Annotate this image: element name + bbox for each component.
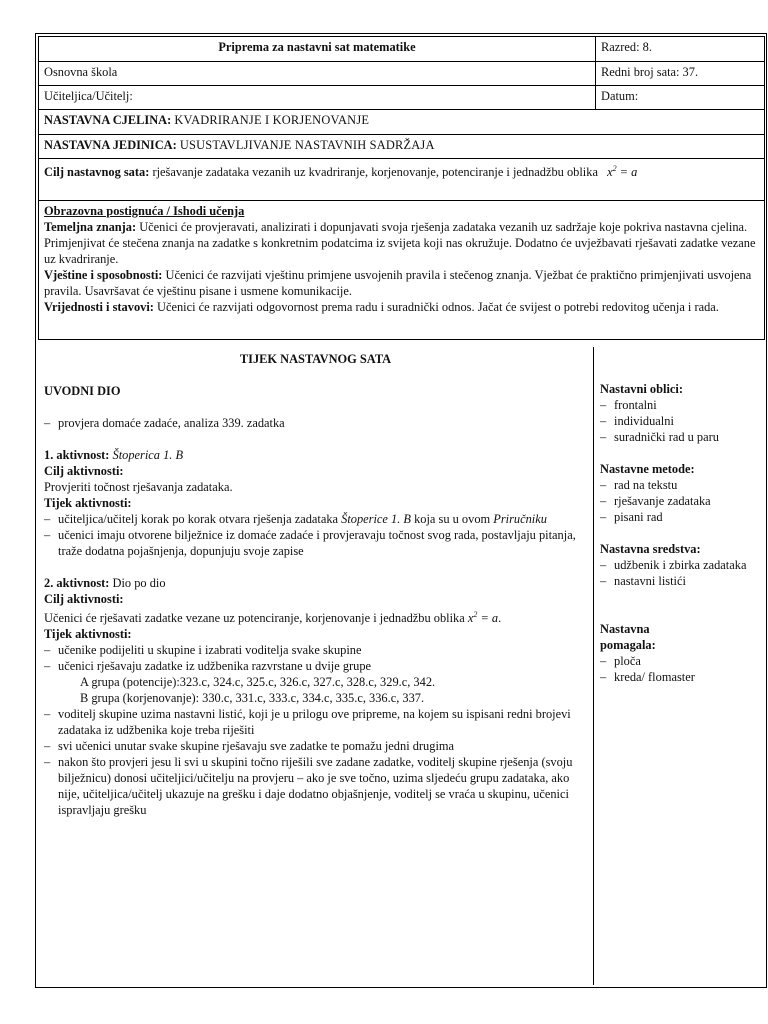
list-item: – individualni (600, 413, 759, 429)
activity-2-goal-label: Cilj aktivnosti: (44, 592, 124, 606)
item-text: koja su u ovom (411, 512, 494, 526)
group-b: B grupa (korjenovanje): 330.c, 331.c, 333.c, 334.c, 335.c, 336.c, 337. (80, 691, 425, 706)
activity-2-name: Dio po dio (112, 576, 166, 590)
document-title: Priprema za nastavni sat matematike (39, 37, 596, 62)
formula-rest: = a (477, 611, 499, 626)
lesson-goal-text: rješavanje zadataka vezanih uz kvadriranje, korjenovanje, potenciranje i jednadžbu oblika (152, 165, 598, 180)
values-label: Vrijednosti i stavovi: (44, 300, 154, 314)
basic-knowledge-label: Temeljna znanja: (44, 220, 137, 234)
forms-list (600, 397, 759, 445)
aids-list (600, 653, 759, 685)
item-text: učiteljica/učitelj korak po korak otvara rješenja zadataka (58, 512, 342, 526)
list-item: – voditelj skupine uzima nastavni listić, koji je u prilogu ove pripreme, na kojem su ispisani redni brojevi zadataka iz udžbenika koje treba riješiti (44, 706, 587, 738)
methods-list (600, 477, 759, 525)
values (44, 299, 759, 315)
unit-label: NASTAVNA CJELINA: (44, 113, 172, 127)
list-item: – rješavanje zadataka (600, 493, 759, 509)
intro-heading: UVODNI DIO (44, 384, 121, 398)
activity-2-heading (44, 575, 587, 591)
item-text-italic: Štoperice 1. B (341, 512, 411, 526)
lesson-header-table (38, 36, 765, 340)
lesson-unit-label: NASTAVNA JEDINICA: (44, 138, 177, 152)
unit-value: KVADRIRANJE I KORJENOVANJE (174, 113, 370, 127)
lesson-flow-section (38, 347, 765, 985)
formula-base: x (467, 611, 474, 626)
formula-base: x (607, 165, 613, 180)
lesson-goal-label: Cilj nastavnog sata: (44, 165, 150, 180)
skills-text: Učenici će razvijati vještinu primjene usvojenih pravila i stečenog znanja. Vježbat će praktično primjenjivati usvojena pravila. Usavršavat će vještinu pisane i usmene komunikacije. (44, 268, 752, 298)
list-item: – udžbenik i zbirka zadataka (600, 557, 759, 573)
list-item: – suradnički rad u paru (600, 429, 759, 445)
activity-1-list (44, 511, 587, 559)
activity-1-goal-label: Cilj aktivnosti: (44, 464, 124, 478)
item-text: učenici rješavaju zadatke iz udžbenika razvrstane u dvije grupe (58, 659, 372, 674)
list-item: – ploča (600, 653, 759, 669)
list-item: – provjera domaće zadaće, analiza 339. zadatka (44, 415, 587, 431)
list-item: – pisani rad (600, 509, 759, 525)
materials-title: Nastavna sredstva: (600, 542, 701, 556)
unit-row (39, 110, 765, 135)
list-item: – svi učenici unutar svake skupine rješavaju sve zadatke te pomažu jedni drugima (44, 738, 587, 754)
activity-1-name: Štoperica 1. B (112, 448, 184, 462)
school-cell: Osnovna škola (39, 62, 596, 86)
methods-title: Nastavne metode: (600, 462, 695, 476)
formula-rest: = a (616, 165, 638, 180)
item-text-italic: Priručniku (493, 512, 547, 526)
resources-column (594, 347, 765, 985)
activity-2-label: 2. aktivnost: (44, 576, 110, 590)
activity-2-goal: Učenici će rješavati zadatke vezane uz potenciranje, korjenovanje i jednadžbu oblika $x^2 = a$. (44, 610, 502, 626)
outcomes-cell (39, 201, 765, 340)
aids-title: Nastavna pomagala: (600, 622, 656, 652)
lesson-number-cell: Redni broj sata: 37. (596, 62, 765, 86)
lesson-goal-row (39, 159, 765, 201)
lesson-unit-row (39, 135, 765, 159)
basic-knowledge (44, 219, 759, 267)
lesson-flow-title: TIJEK NASTAVNOG SATA (239, 352, 392, 366)
materials-list (600, 557, 759, 589)
outcomes-title: Obrazovna postignuća / Ishodi učenja (44, 204, 245, 218)
activity-2-goal-text: Učenici će rješavati zadatke vezane uz potenciranje, korjenovanje i jednadžbu oblika (44, 611, 465, 626)
list-item (44, 511, 587, 527)
formula-exponent: 2 (612, 164, 617, 173)
list-item: – rad na tekstu (600, 477, 759, 493)
basic-knowledge-text: Učenici će provjeravati, analizirati i dopunjavati svoja rješenja zadataka vezanih uz sadržaje koje pokriva nastavna cjelina. Primjenjivat će stečena znanja na zadatke s konkretnim podatcima iz svijeta koji nas okružuje. Dodatno će uvježbavati rješavati zadatke vezane uz kvadriranje. (44, 220, 756, 266)
intro-list (44, 415, 587, 431)
list-item: – učenike podijeliti u skupine i izabrati voditelja svake skupine (44, 642, 587, 658)
list-item: – učenici imaju otvorene bilježnice iz domaće zadaće i provjeravaju točnost svog rada, postavljaju pitanja, traže dodatna pojašnjenja, dopunjuju svoje zapise (44, 527, 587, 559)
formula-exponent: 2 (473, 610, 478, 619)
goal-formula (607, 165, 637, 179)
lesson-flow-column (38, 347, 594, 985)
activity-2-list (44, 642, 587, 818)
activity-1-flow-label: Tijek aktivnosti: (44, 496, 132, 510)
activity-1-label: 1. aktivnost: (44, 448, 110, 462)
values-text: Učenici će razvijati odgovornost prema radu i suradnički odnos. Jačat će svijest o potrebi redovitog učenja i rada. (157, 300, 719, 314)
list-item (44, 658, 587, 706)
lesson-unit-value: USUSTAVLJIVANJE NASTAVNIH SADRŽAJA (179, 138, 435, 152)
date-cell: Datum: (596, 86, 765, 110)
list-item: – nakon što provjeri jesu li svi u skupini točno riješili sve zadane zadatke, voditelj skupine rješenja (svoju bilježnicu) donosi učiteljici/učitelju na provjeru – ako je sve točno, uzima sljedeću grupu zadataka, ako nije, učiteljica/učitelj ukazuje na grešku i daje dodatno objašnjenje, voditelj se vraća u skupinu, učenici ispravljaju grešku (44, 754, 587, 818)
forms-title: Nastavni oblici: (600, 382, 683, 396)
razred-cell: Razred: 8. (596, 37, 765, 62)
skills (44, 267, 759, 299)
teacher-cell: Učiteljica/Učitelj: (39, 86, 596, 110)
skills-label: Vještine i sposobnosti: (44, 268, 163, 282)
activity-1-heading (44, 447, 587, 463)
list-item: – kreda/ flomaster (600, 669, 759, 685)
activity-2-formula (468, 611, 498, 625)
activity-2-flow-label: Tijek aktivnosti: (44, 627, 132, 642)
group-a: A grupa (potencije):323.c, 324.c, 325.c, 326.c, 327.c, 328.c, 329.c, 342. (80, 675, 436, 690)
activity-1-goal: Provjeriti točnost rješavanja zadataka. (44, 480, 233, 494)
list-item: – frontalni (600, 397, 759, 413)
list-item: – nastavni listići (600, 573, 759, 589)
